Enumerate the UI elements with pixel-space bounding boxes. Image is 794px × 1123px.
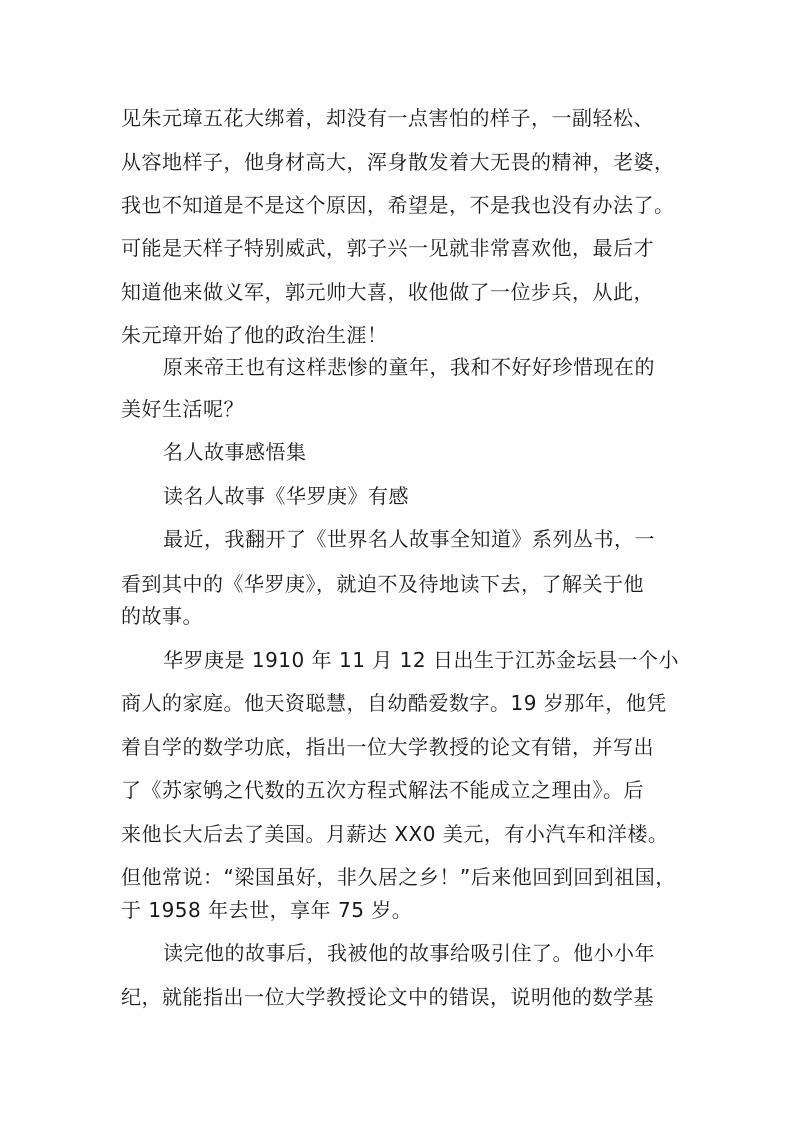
paragraph-first-line: 华罗庚是 1910 年 11 月 12 日出生于江苏金坛县一个小 [163,648,679,672]
text-line: 但他常说：“梁国虽好，非久居之乡！”后来他回到回到祖国， [121,865,676,889]
text-line: 着自学的数学功底，指出一位大学教授的论文有错，并写出 [121,735,654,759]
text-line: 纪，就能指出一位大学教授论文中的错误，说明他的数学基 [121,985,654,1009]
article-title: 读名人故事《华罗庚》有感 [163,484,409,508]
text-line: 可能是天样子特别威武，郭子兴一见就非常喜欢他，最后才 [121,236,654,260]
paragraph-first-line: 读完他的故事后，我被他的故事给吸引住了。他小小年 [163,941,655,965]
text-line: 从容地样子，他身材高大，浑身散发着大无畏的精神，老婆， [121,150,675,174]
paragraph-first-line: 原来帝王也有这样悲惨的童年，我和不好好珍惜现在的 [163,355,655,379]
text-line: 美好生活呢？ [121,397,244,421]
paragraph-first-line: 最近，我翻开了《世界名人故事全知道》系列丛书，一 [163,527,655,551]
text-line: 于 1958 年去世，享年 75 岁。 [121,898,413,922]
text-line: 见朱元璋五花大绑着，却没有一点害怕的样子，一副轻松、 [121,106,654,130]
text-line: 我也不知道是不是这个原因，希望是，不是我也没有办法了。 [121,193,675,217]
text-line: 商人的家庭。他天资聪慧，自幼酷爱数字。19 岁那年，他凭 [121,691,667,715]
text-line: 知道他来做义军，郭元帅大喜，收他做了一位步兵，从此， [121,280,654,304]
section-heading: 名人故事感悟集 [163,440,307,464]
text-line: 朱元璋开始了他的政治生涯！ [121,323,388,347]
text-line: 了《苏家鸲之代数的五次方程式解法不能成立之理由》。后 [121,778,644,802]
text-line: 来他长大后去了美国。月薪达 XX0 美元，有小汽车和洋楼。 [121,822,669,846]
text-line: 的故事。 [121,604,203,628]
text-line: 看到其中的《华罗庚》，就迫不及待地读下去，了解关于他 [121,572,644,596]
